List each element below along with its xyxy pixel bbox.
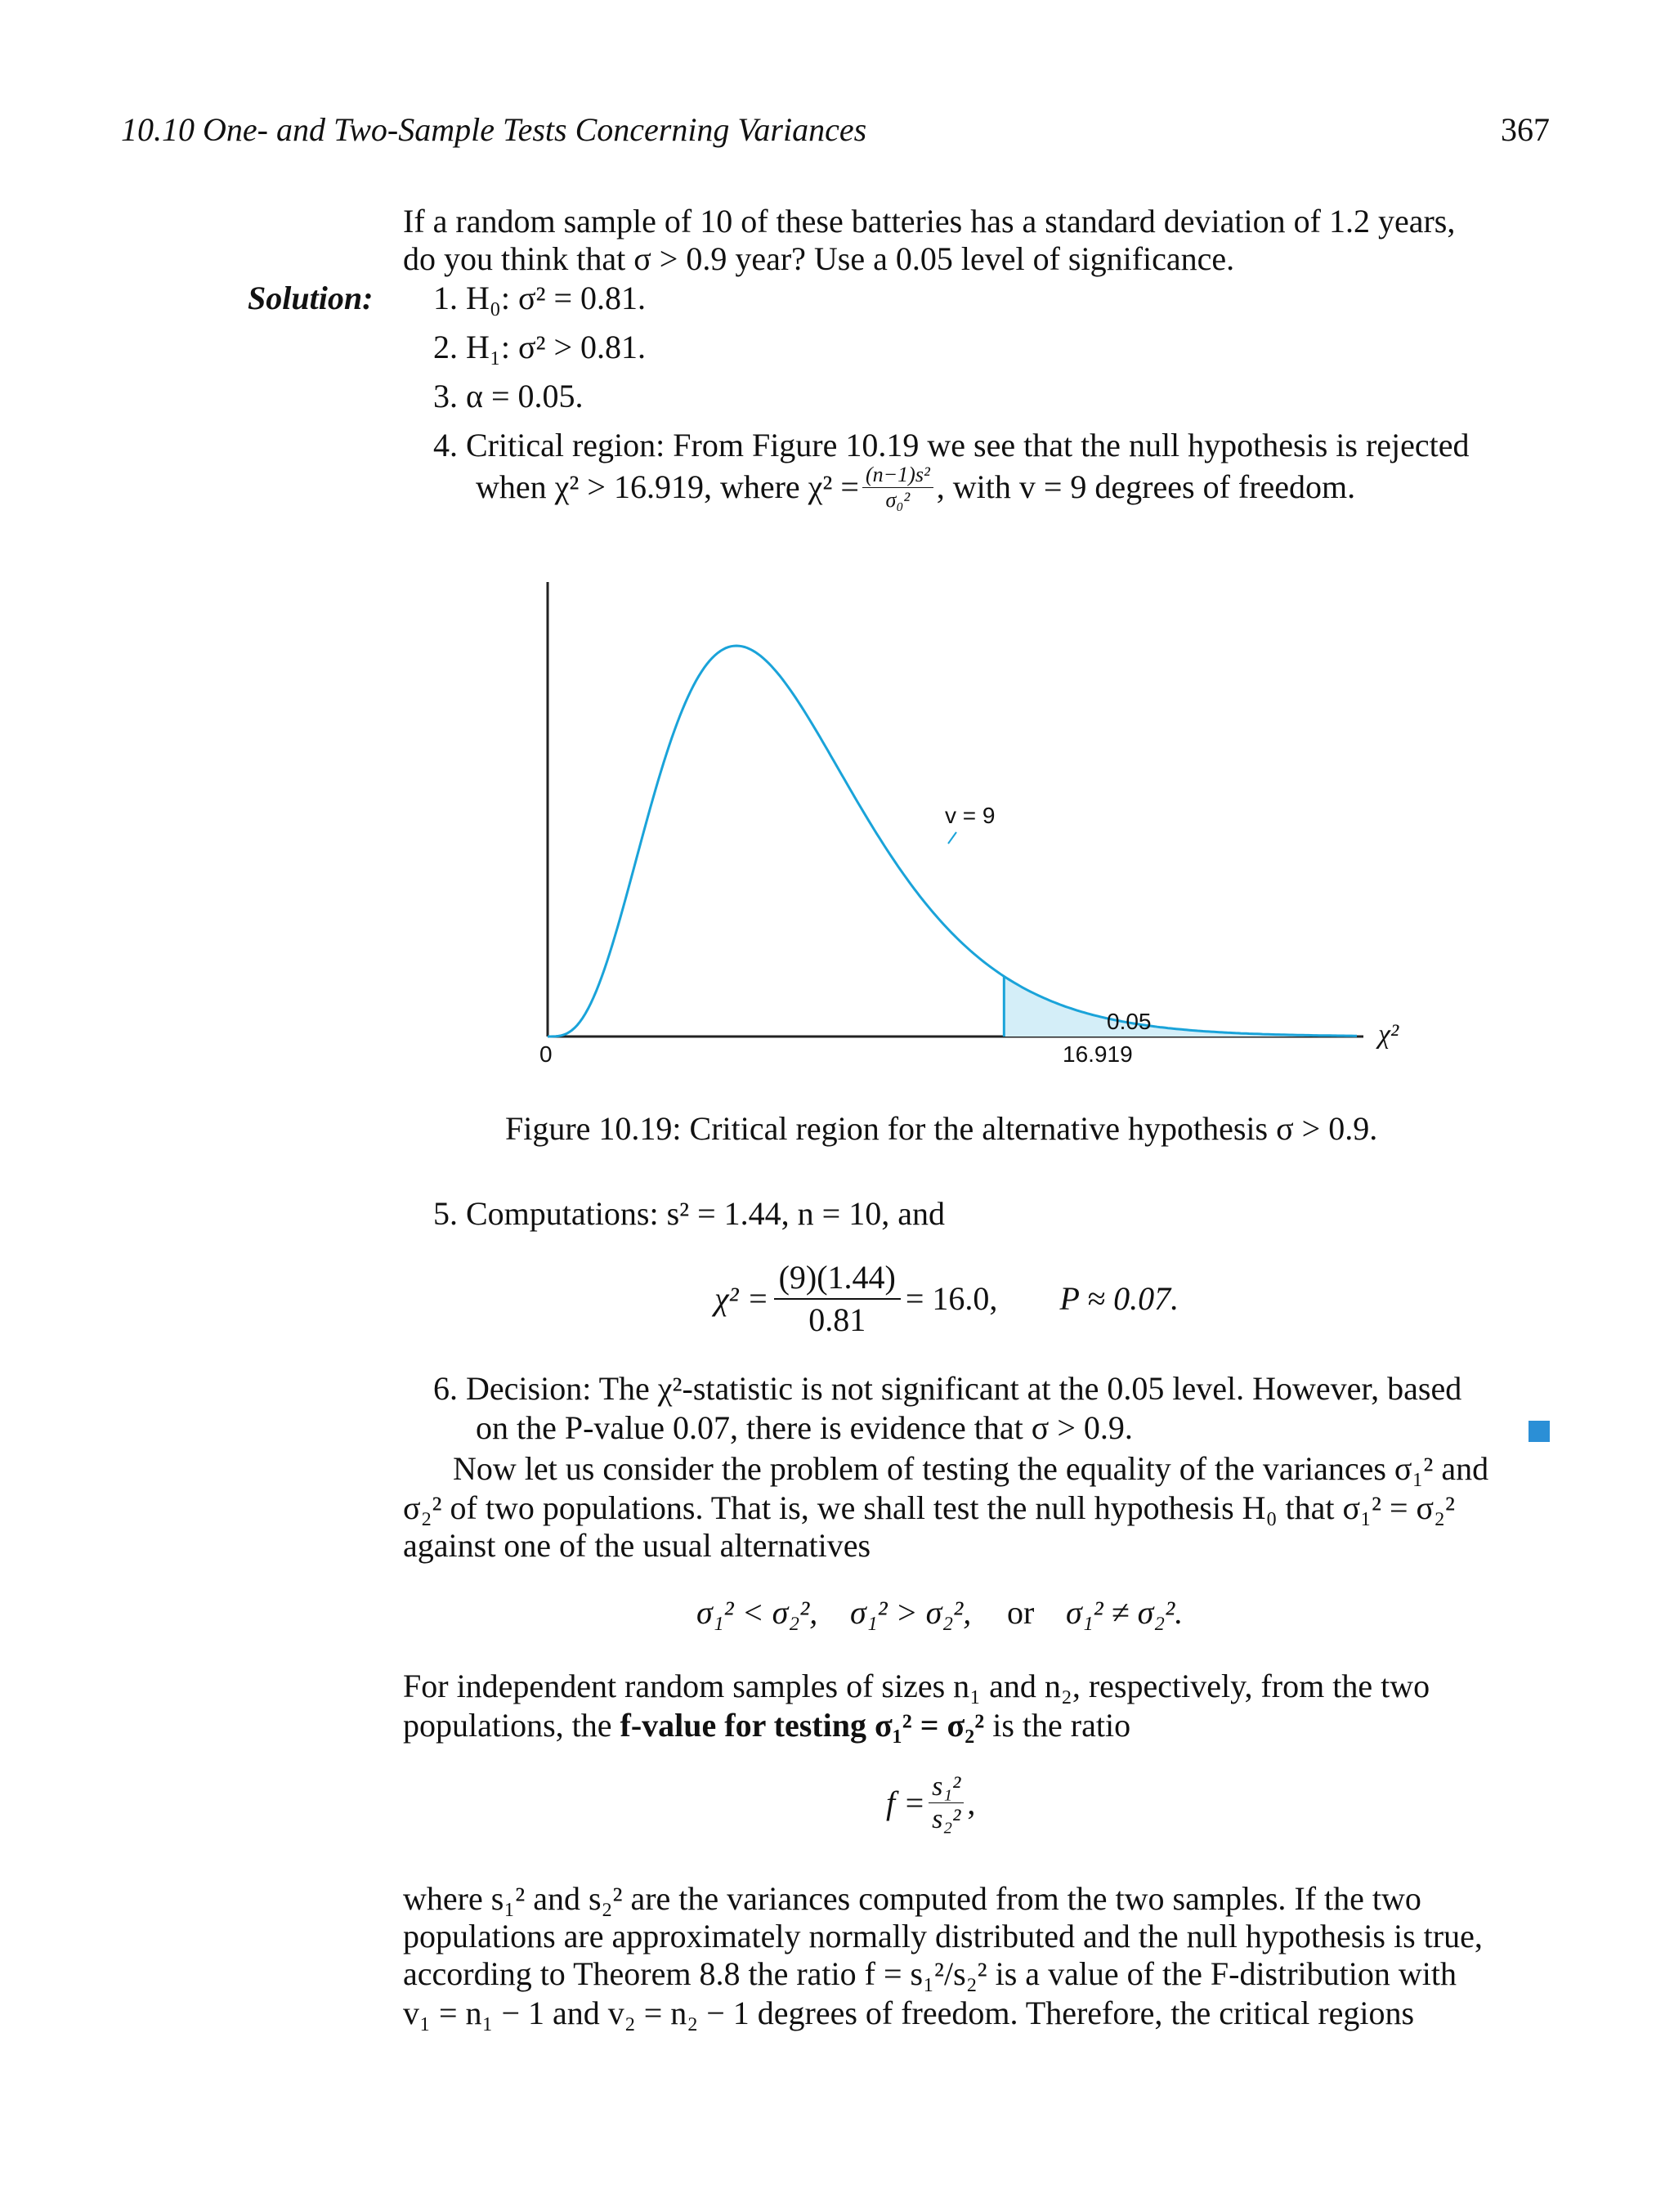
- step-5: 5. Computations: s² = 1.44, n = 10, and: [433, 1195, 945, 1232]
- solution-label: Solution:: [248, 280, 374, 316]
- step-6-line-2: on the P-value 0.07, there is evidence that σ > 0.9.: [476, 1409, 1133, 1446]
- f-tail: ,: [967, 1784, 976, 1821]
- step-4-post: , with v = 9 degrees of freedom.: [936, 468, 1356, 506]
- intro-line-1: If a random sample of 10 of these batteries has a standard deviation of 1.2 years,: [403, 203, 1456, 240]
- chi-frac-numerator: (n−1)s²: [862, 463, 933, 488]
- chi-result: = 16.0,: [905, 1280, 998, 1317]
- para-3-line-1: where s₁² and s₂² are the variances computed from the two samples. If the two: [403, 1880, 1421, 1917]
- step-4-pre: when χ² > 16.919, where χ² =: [476, 468, 859, 506]
- step-3: 3. α = 0.05.: [433, 378, 584, 414]
- para-3-line-2: populations are approximately normally distributed and the null hypothesis is true,: [403, 1918, 1483, 1955]
- alternatives-or: or: [1007, 1594, 1035, 1631]
- para-1-line-1: Now let us consider the problem of testing the equality of the variances σ₁² and: [453, 1450, 1489, 1487]
- para-2-pre: populations, the: [403, 1707, 620, 1744]
- alternative-2: σ₁² > σ₂²,: [850, 1594, 972, 1631]
- chi-lhs: χ² =: [714, 1280, 769, 1317]
- critical-value-label: 16.919: [1063, 1041, 1133, 1067]
- f-fraction: [929, 1771, 964, 1835]
- f-value-term: f-value for testing σ₁² = σ₂²: [620, 1707, 985, 1744]
- para-3-line-3: according to Theorem 8.8 the ratio f = s₁²/s₂² is a value of the F-distribution with: [403, 1955, 1457, 1992]
- computation-fraction: [774, 1259, 901, 1339]
- df-label: v = 9: [945, 803, 996, 828]
- f-formula: [886, 1771, 975, 1835]
- page-number: 367: [1501, 111, 1550, 148]
- step-2: 2. H₁: σ² > 0.81.: [433, 329, 647, 365]
- chi-square-computation: [714, 1259, 1179, 1339]
- computation-denominator: 0.81: [808, 1301, 866, 1338]
- para-1-line-2: σ₂² of two populations. That is, we shall test the null hypothesis H₀ that σ₁² = σ₂²: [403, 1489, 1456, 1526]
- df-label-leader: [948, 832, 956, 844]
- computation-numerator: (9)(1.44): [774, 1259, 901, 1300]
- p-value: P ≈ 0.07.: [1059, 1280, 1179, 1317]
- step-4-line-1: 4. Critical region: From Figure 10.19 we see that the null hypothesis is rejected: [433, 427, 1470, 463]
- para-2-line-1: For independent random samples of sizes n₁ and n₂, respectively, from the two: [403, 1668, 1430, 1704]
- step-6-line-1: 6. Decision: The χ²-statistic is not significant at the 0.05 level. However, based: [433, 1370, 1462, 1407]
- running-header: 10.10 One- and Two-Sample Tests Concerning Variances: [121, 111, 867, 148]
- alpha-label: 0.05: [1107, 1009, 1152, 1034]
- para-1-line-3: against one of the usual alternatives: [403, 1527, 871, 1564]
- origin-label: 0: [539, 1041, 553, 1067]
- f-denominator: s₂²: [932, 1804, 961, 1835]
- figure-caption: Figure 10.19: Critical region for the alternative hypothesis σ > 0.9.: [505, 1110, 1378, 1147]
- intro-line-2: do you think that σ > 0.9 year? Use a 0.05 level of significance.: [403, 240, 1235, 277]
- f-numerator: s₁²: [929, 1771, 964, 1803]
- x-axis-label: χ²: [1378, 1019, 1399, 1050]
- step-1: 1. H₀: σ² = 0.81.: [433, 280, 647, 316]
- alternative-3: σ₁² ≠ σ₂².: [1066, 1594, 1184, 1631]
- end-of-proof-icon: [1529, 1421, 1550, 1442]
- density-curve: [548, 646, 1357, 1037]
- para-2-post: is the ratio: [984, 1707, 1131, 1744]
- para-3-line-4: v₁ = n₁ − 1 and v₂ = n₂ − 1 degrees of freedom. Therefore, the critical regions: [403, 1995, 1415, 2031]
- critical-region-shade: [1004, 976, 1357, 1037]
- para-2-line-2: [403, 1707, 1130, 1744]
- f-lhs: f =: [886, 1784, 926, 1821]
- alternative-1: σ₁² < σ₂²,: [696, 1594, 818, 1631]
- chi-frac-denominator: σ₀²: [885, 487, 911, 512]
